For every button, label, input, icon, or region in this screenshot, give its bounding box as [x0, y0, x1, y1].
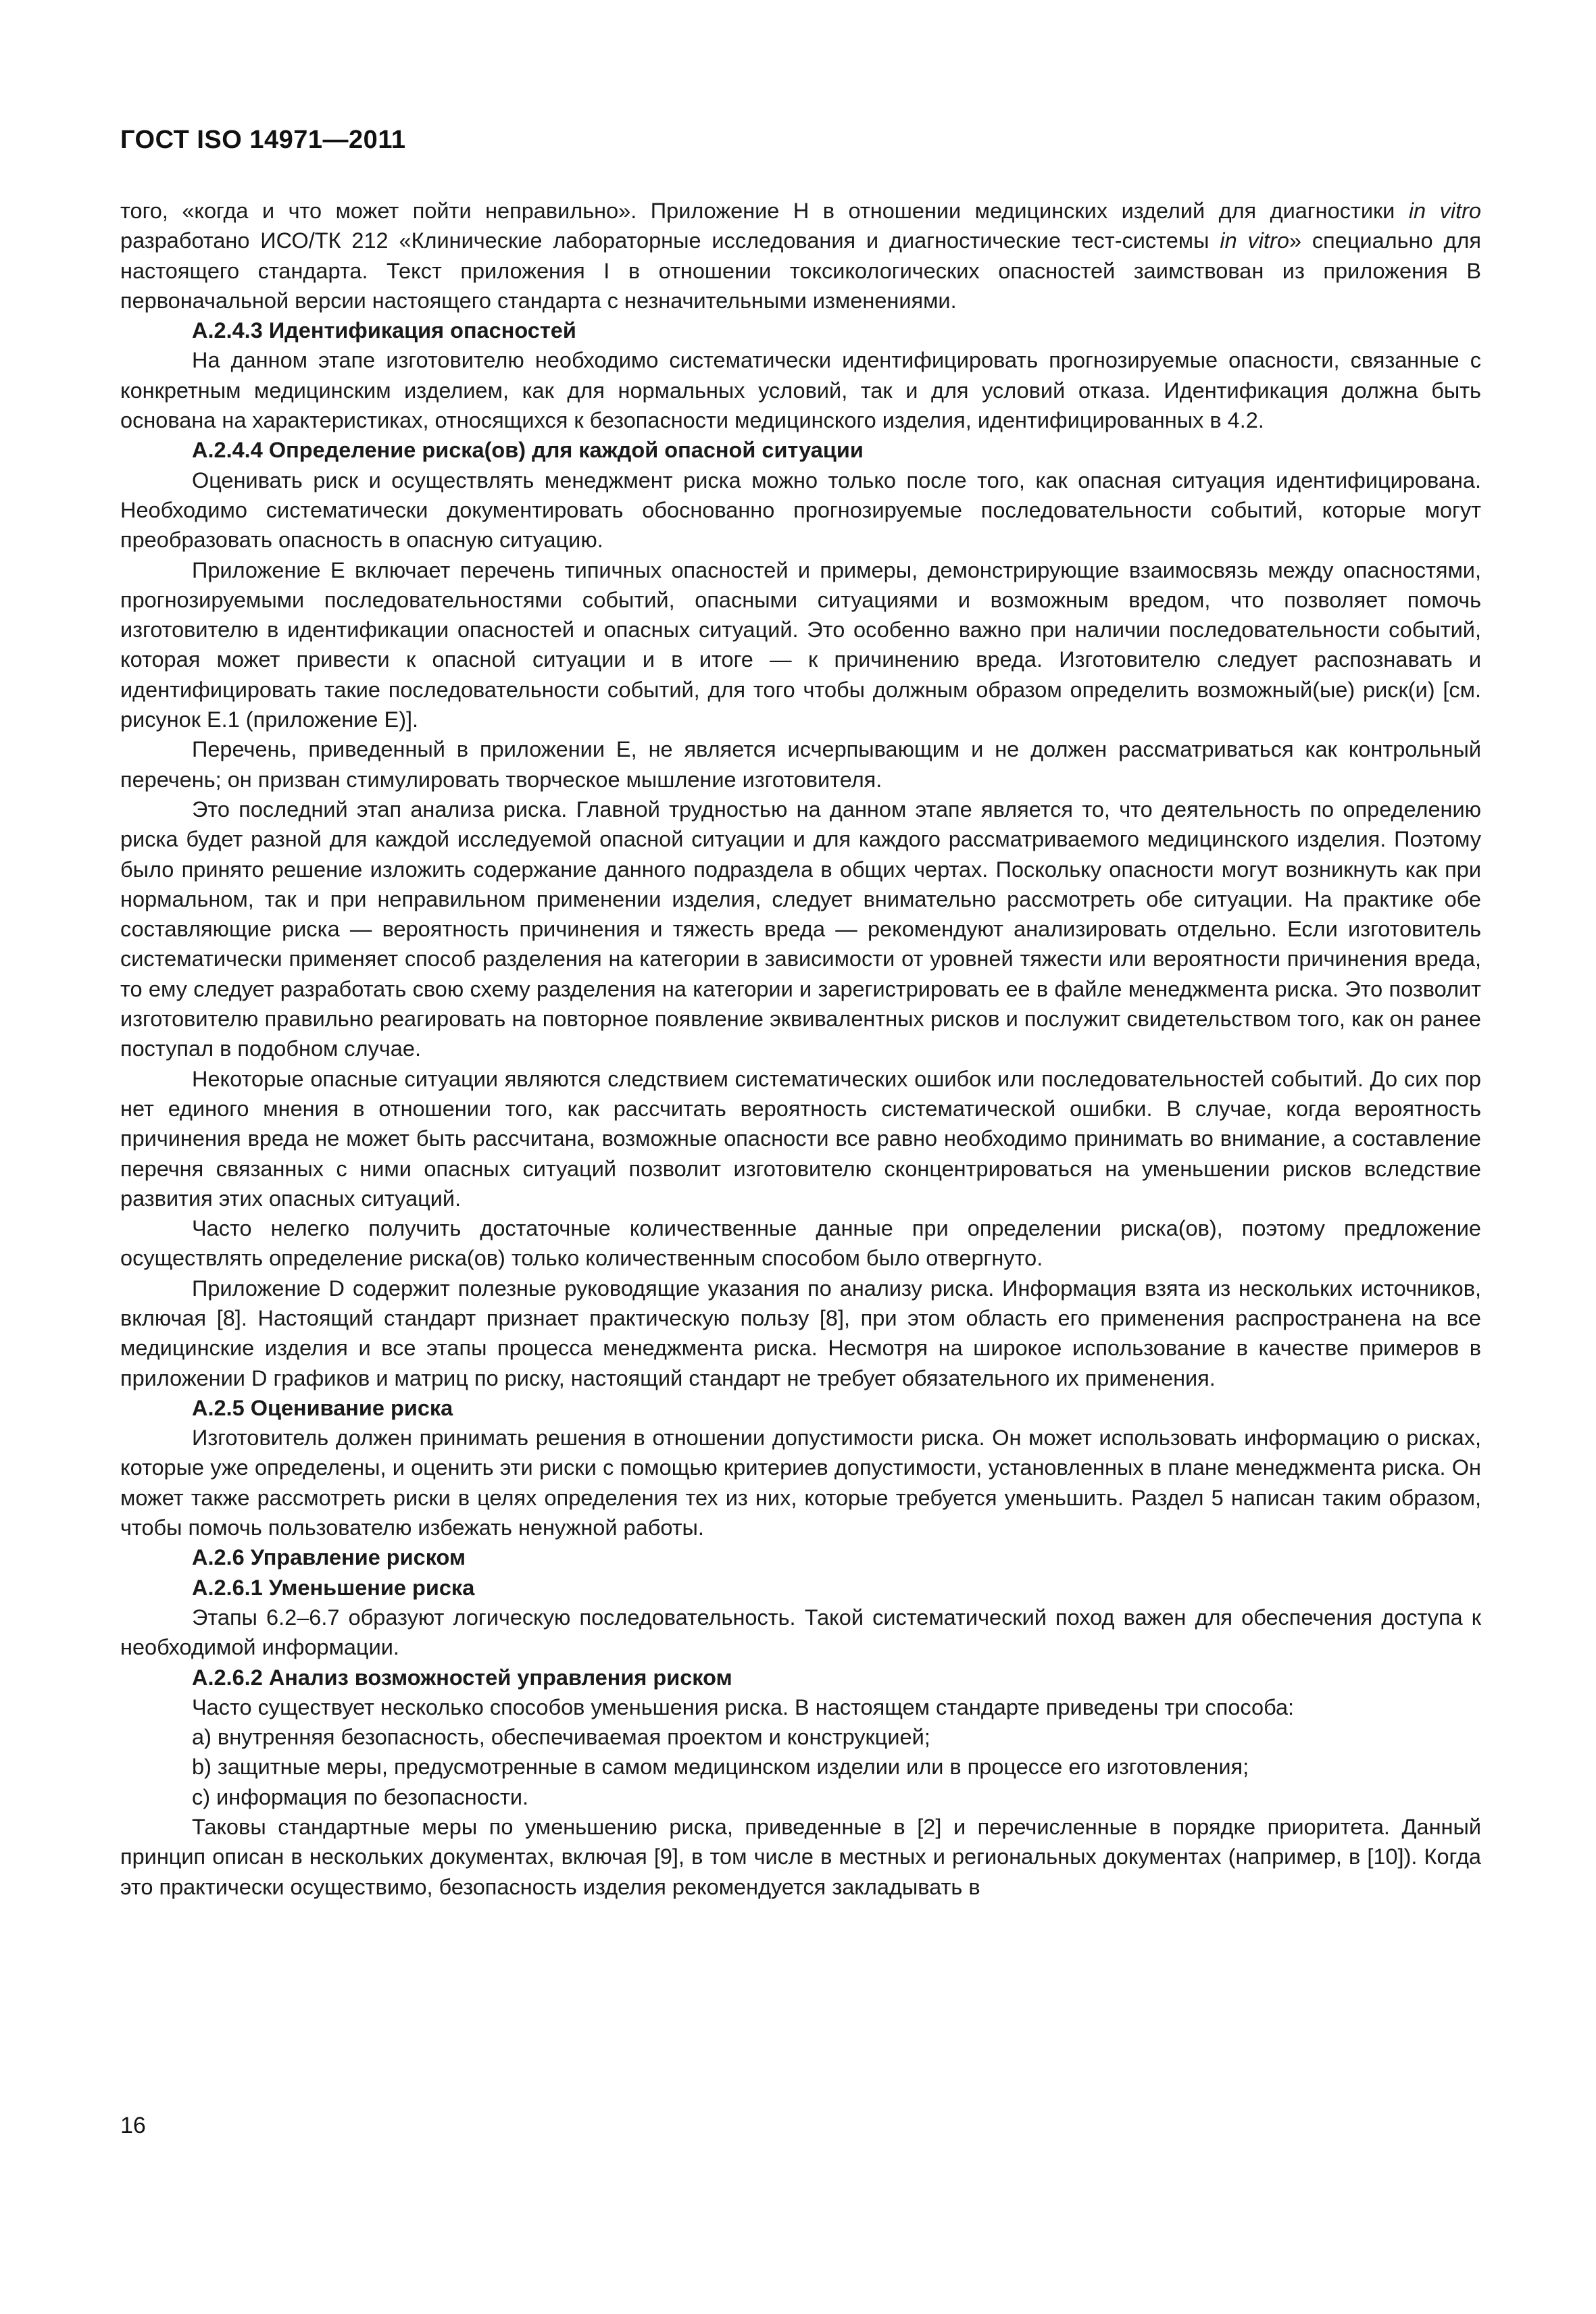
- page-number: 16: [120, 2113, 146, 2138]
- section-heading-a243: А.2.4.3 Идентификация опасностей: [192, 318, 576, 343]
- italic-term: in vitro: [1408, 199, 1481, 223]
- list-item: a) внутренняя безопасность, обеспечиваемая проектом и конструкцией;: [192, 1725, 930, 1750]
- document-header: ГОСТ ISO 14971—2011: [120, 126, 406, 154]
- paragraph: Этапы 6.2–6.7 образуют логическую последовательность. Такой систематический поход важен для обеспечения доступа к необходимой информации.: [120, 1605, 1481, 1660]
- section-heading-a261: А.2.6.1 Уменьшение риска: [192, 1575, 475, 1600]
- paragraph: Таковы стандартные меры по уменьшению риска, приведенные в [2] и перечисленные в порядке приоритета. Данный принцип описан в нескольких документах, включая [9], в том числе в местных и региональных документах (например, в [10]). Когда это практически осуществимо, безопасность изделия рекомендуется закладывать в: [120, 1815, 1481, 1899]
- paragraph: Некоторые опасные ситуации являются следствием систематических ошибок или последовательностей событий. До сих пор нет единого мнения в отношении того, как рассчитать вероятность систематической ошибки. В случае, когда вероятность причинения вреда не может быть рассчитана, возможные опасности все равно необходимо принимать во внимание, а составление перечня связанных с ними опасных ситуаций позволит изготовителю сконцентрироваться на уменьшении рисков вследствие развития этих опасных ситуаций.: [120, 1066, 1481, 1211]
- list-item: c) информация по безопасности.: [192, 1784, 529, 1809]
- text-run: » специально для настоящего стандарта. Текст приложения I в отношении токсикологических опасностей заимствован из приложения B первоначальной версии настоящего стандарта с незначительными изменениями.: [120, 228, 1481, 313]
- paragraph: Изготовитель должен принимать решения в отношении допустимости риска. Он может использовать информацию о рисках, которые уже определены, и оценить эти риски с помощью критериев допустимости, установленных в плане менеджмента риска. Он может также рассмотреть риски в целях определения тех из них, которые требуется уменьшить. Раздел 5 написан таким образом, чтобы помочь пользователю избежать ненужной работы.: [120, 1426, 1481, 1540]
- paragraph: Это последний этап анализа риска. Главной трудностью на данном этапе является то, что деятельность по определению риска будет разной для каждой исследуемой опасной ситуации и для каждого рассматриваемого медицинского изделия. Поэтому было принято решение изложить содержание данного подраздела в общих чертах. Поскольку опасности могут возникнуть как при нормальном, так и при неправильном применении изделия, следует внимательно рассмотреть обе ситуации. На практике обе составляющие риска — вероятность причинения и тяжесть вреда — рекомендуют анализировать отдельно. Если изготовитель систематически применяет способ разделения на категории в зависимости от уровней тяжести или вероятности причинения вреда, то ему следует разработать свою схему разделения на категории и зарегистрировать ее в файле менеджмента риска. Это позволит изготовителю правильно реагировать на повторное появление эквивалентных рисков и послужит свидетельством того, как он ранее поступал в подобном случае.: [120, 797, 1481, 1061]
- section-heading-a26: А.2.6 Управление риском: [192, 1545, 466, 1570]
- list-item: b) защитные меры, предусмотренные в самом медицинском изделии или в процессе его изготовления;: [192, 1755, 1249, 1780]
- paragraph: На данном этапе изготовителю необходимо систематически идентифицировать прогнозируемые опасности, связанные с конкретным медицинским изделием, как для нормальных условий, так и для условий отказа. Идентификация должна быть основана на характеристиках, относящихся к безопасности медицинского изделия, идентифицированных в 4.2.: [120, 348, 1481, 433]
- paragraph: Часто существует несколько способов уменьшения риска. В настоящем стандарте приведены три способа:: [192, 1694, 1295, 1719]
- text-run: того, «когда и что может пойти неправильно». Приложение H в отношении медицинских изделий для диагностики: [120, 199, 1409, 223]
- section-heading-a25: А.2.5 Оценивание риска: [192, 1395, 453, 1420]
- text-run: разработано ИСО/ТК 212 «Клинические лабораторные исследования и диагностические тест-системы: [120, 228, 1220, 253]
- section-heading-a244: А.2.4.4 Определение риска(ов) для каждой опасной ситуации: [192, 438, 864, 463]
- paragraph: Приложение D содержит полезные руководящие указания по анализу риска. Информация взята из нескольких источников, включая [8]. Настоящий стандарт признает практическую пользу [8], при этом область его применения распространена на все медицинские изделия и все этапы процесса менеджмента риска. Несмотря на широкое использование в качестве примеров в приложении D графиков и матриц по риску, настоящий стандарт не требует обязательного их применения.: [120, 1276, 1481, 1390]
- paragraph-intro-continued: [120, 196, 1481, 316]
- document-body: [120, 196, 1481, 1902]
- paragraph: Приложение E включает перечень типичных опасностей и примеры, демонстрирующие взаимосвязь между опасностями, прогнозируемыми последовательностями событий, опасными ситуациями и возможным вредом, что позволяет помочь изготовителю в идентификации опасностей и опасных ситуаций. Это особенно важно при наличии последовательности событий, которая может привести к опасной ситуации и в итоге — к причинению вреда. Изготовителю следует распознавать и идентифицировать такие последовательности событий, для того чтобы должным образом определить возможный(ые) риск(и) [см. рисунок E.1 (приложение E)].: [120, 557, 1481, 732]
- italic-term: in vitro: [1220, 228, 1289, 253]
- paragraph: Оценивать риск и осуществлять менеджмент риска можно только после того, как опасная ситуация идентифицирована. Необходимо систематически документировать обоснованно прогнозируемые последовательности событий, которые могут преобразовать опасность в опасную ситуацию.: [120, 468, 1481, 553]
- paragraph: Перечень, приведенный в приложении E, не является исчерпывающим и не должен рассматриваться как контрольный перечень; он призван стимулировать творческое мышление изготовителя.: [120, 737, 1481, 792]
- paragraph: Часто нелегко получить достаточные количественные данные при определении риска(ов), поэтому предложение осуществлять определение риска(ов) только количественным способом было отвергнуто.: [120, 1216, 1481, 1271]
- section-heading-a262: А.2.6.2 Анализ возможностей управления риском: [192, 1665, 732, 1690]
